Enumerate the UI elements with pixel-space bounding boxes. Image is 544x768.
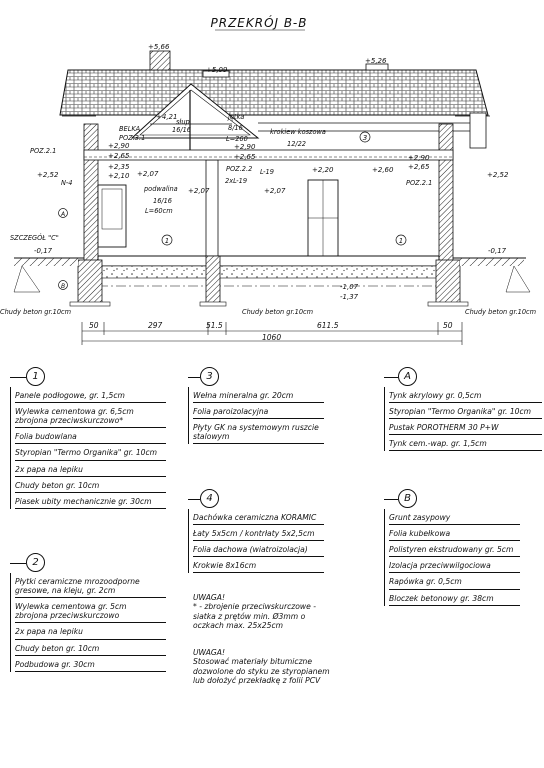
legend-layer-item: Folia budowlana	[15, 428, 166, 444]
legend-b	[384, 489, 520, 606]
label-poz31: POZ.3.1	[119, 134, 146, 142]
wall-middle	[206, 160, 218, 256]
label-chudy-beton-right: Chudy beton gr.10cm	[465, 308, 537, 316]
marker-3: 3	[362, 134, 368, 142]
legend-layer-item: Płytki ceramiczne mrozoodporne gresowe, na kleju, gr. 2cm	[15, 573, 166, 598]
legend-layer-item: Folia dachowa (wiatroizolacja)	[193, 541, 324, 557]
legend-1-items	[10, 387, 166, 509]
legend-layer-item: 2x papa na lepiku	[15, 461, 166, 477]
legend-layer-item: Łaty 5x5cm / kontrłaty 5x2,5cm	[193, 525, 324, 541]
dim-51-5: 51.5	[206, 321, 223, 330]
elevation-252-right: +2,52	[487, 171, 509, 179]
legend-layer-item: Wylewka cementowa gr. 6,5cm zbrojona przeciwskurczowo*	[15, 403, 166, 428]
dim-611-5: 611.5	[317, 321, 339, 330]
legend-layer-item: Folia kubełkowa	[389, 525, 520, 541]
label-chudy-beton-left: Chudy beton gr.10cm	[0, 308, 72, 316]
dimension-line	[82, 321, 462, 345]
legend-layer-item: Dachówka ceramiczna KORAMIC	[193, 509, 324, 525]
marker-1b: 1	[398, 237, 404, 245]
legend-layer-item: Izolacja przeciwwilgociowa	[389, 557, 520, 573]
elevation-ridge-mid: +5,09	[206, 66, 228, 74]
label-podwalina: podwalina	[144, 185, 178, 193]
label-jetka-dim: 8/16	[228, 124, 243, 132]
elevation-017-right: -0,17	[488, 247, 507, 255]
label-szczegol-c: SZCZEGÓŁ "C"	[10, 234, 59, 242]
drawing-title: PRZEKRÓJ B-B	[210, 16, 308, 30]
legend-4-marker: 4	[200, 489, 219, 508]
legend-layer-item: Pustak POROTHERM 30 P+W	[389, 419, 542, 435]
elevation-290a: +2,90	[108, 142, 130, 150]
label-podwalina-dim: 16/16	[153, 197, 173, 205]
legend-layer-item: Tynk cem.-wap. gr. 1,5cm	[389, 435, 542, 451]
label-belka: BELKA	[119, 125, 141, 133]
elevation-207c: +2,07	[264, 187, 286, 195]
elevation-290b: +2,90	[234, 143, 256, 151]
ceiling-slab	[84, 150, 453, 160]
legend-layer-item: Polistyren ekstrudowany gr. 5cm	[389, 541, 520, 557]
legend-layer-item: Chudy beton gr. 10cm	[15, 477, 166, 493]
elevation-137: -1,37	[340, 293, 359, 301]
label-slup-dim: 16/16	[172, 126, 192, 134]
legend-layer-item: Folia paroizolacyjna	[193, 403, 324, 419]
elevation-107: -1,07	[340, 283, 359, 291]
note-bitumen: UWAGA! Stosować materiały bitumiczne dozwolone do styku ze styropianem lub dołożyć przekładkę z folii PCV	[193, 648, 330, 686]
legend-layer-item: Krokwie 8x16cm	[193, 557, 324, 573]
legend-3-items	[188, 387, 324, 444]
legend-layer-item: Podbudowa gr. 30cm	[15, 656, 166, 672]
elevation-ridge-right: +5,26	[365, 57, 387, 65]
legend-layer-item: Piasek ubity mechanicznie gr. 30cm	[15, 493, 166, 509]
legend-layer-item: Chudy beton gr. 10cm	[15, 640, 166, 656]
legend-layer-item: Wylewka cementowa gr. 5cm zbrojona przeciwskurczowo	[15, 598, 166, 623]
legend-a-marker: A	[398, 367, 417, 386]
label-n4: N-4	[61, 179, 73, 187]
label-jetka: jętka	[228, 113, 245, 121]
legend-4	[188, 489, 324, 573]
elevation-235a: +2,35	[108, 163, 130, 171]
dim-297: 297	[148, 321, 163, 330]
legend-layer-item: Tynk akrylowy gr. 0,5cm	[389, 387, 542, 403]
foundation-right	[436, 260, 460, 304]
legend-2-marker: 2	[26, 553, 45, 572]
elevation-210: +2,10	[108, 172, 130, 180]
label-slup: słup	[176, 118, 190, 126]
label-krokiew-dim: 12/22	[287, 140, 307, 148]
marker-a: A	[60, 211, 66, 218]
building-section	[14, 124, 530, 306]
legend-3	[188, 367, 324, 444]
legend-2-items	[10, 573, 166, 672]
elevation-260: +2,60	[372, 166, 394, 174]
label-poz21-right: POZ.2.1	[406, 179, 433, 187]
legend-layer-item: Grunt zasypowy	[389, 509, 520, 525]
elevation-290c: +2,90	[408, 154, 430, 162]
elevation-421: +4,21	[156, 113, 178, 121]
legend-layer-item: Panele podłogowe, gr. 1,5cm	[15, 387, 166, 403]
legend-layer-item: 2x papa na lepiku	[15, 623, 166, 639]
legend-layer-item: Rapówka gr. 0,5cm	[389, 573, 520, 589]
legend-a-items	[384, 387, 542, 451]
label-krokiew: krokiew koszowa	[270, 128, 326, 136]
legend-4-items	[188, 509, 324, 573]
legend-layer-item: Wełna mineralna gr. 20cm	[193, 387, 324, 403]
label-jetka-l: L=260	[226, 135, 248, 143]
label-chudy-beton-mid: Chudy beton gr.10cm	[242, 308, 314, 316]
label-l19: L-19	[260, 168, 274, 176]
legend-1	[10, 367, 166, 509]
legend-layer-item: Styropian "Termo Organika" gr. 10cm	[15, 444, 166, 460]
legend-layer-item: Bloczek betonowy gr. 38cm	[389, 590, 520, 606]
legend-3-marker: 3	[200, 367, 219, 386]
legend-1-marker: 1	[26, 367, 45, 386]
foundation-left	[78, 260, 102, 304]
elevation-207a: +2,07	[137, 170, 159, 178]
legend-layer-item: Płyty GK na systemowym ruszcie stalowym	[193, 419, 324, 444]
elevation-220: +2,20	[312, 166, 334, 174]
legend-b-marker: B	[398, 489, 417, 508]
elevation-252-left: +2,52	[37, 171, 59, 179]
elevation-265c: +2,65	[408, 163, 430, 171]
legend-2	[10, 553, 166, 672]
note-reinforcement: UWAGA! * - zbrojenie przeciwskurczowe - siatka z prętów min. Ø3mm o oczkach max. 25x25cm	[193, 593, 316, 631]
label-podwalina-l: L=60cm	[145, 207, 173, 215]
elevation-017-left: -0,17	[34, 247, 53, 255]
chimney-left	[150, 51, 170, 70]
marker-1a: 1	[164, 237, 170, 245]
legend-layer-item: Styropian "Termo Organika" gr. 10cm	[389, 403, 542, 419]
elevation-ridge-left: +5,66	[148, 43, 170, 51]
legend-b-items	[384, 509, 520, 606]
dim-total: 1060	[262, 333, 282, 342]
elevation-207b: +2,07	[188, 187, 210, 195]
legend-a	[384, 367, 542, 451]
marker-b: B	[60, 283, 66, 290]
dim-50-right: 50	[443, 321, 453, 330]
elevation-265a: +2,65	[108, 152, 130, 160]
label-2xl19: 2xL-19	[225, 177, 248, 185]
foundation-middle	[206, 256, 220, 304]
label-poz22: POZ.2.2	[226, 165, 253, 173]
dim-50-left: 50	[89, 321, 99, 330]
label-poz21-left: POZ.2.1	[30, 147, 57, 155]
elevation-265b: +2,65	[234, 153, 256, 161]
floor-slab	[98, 256, 439, 266]
